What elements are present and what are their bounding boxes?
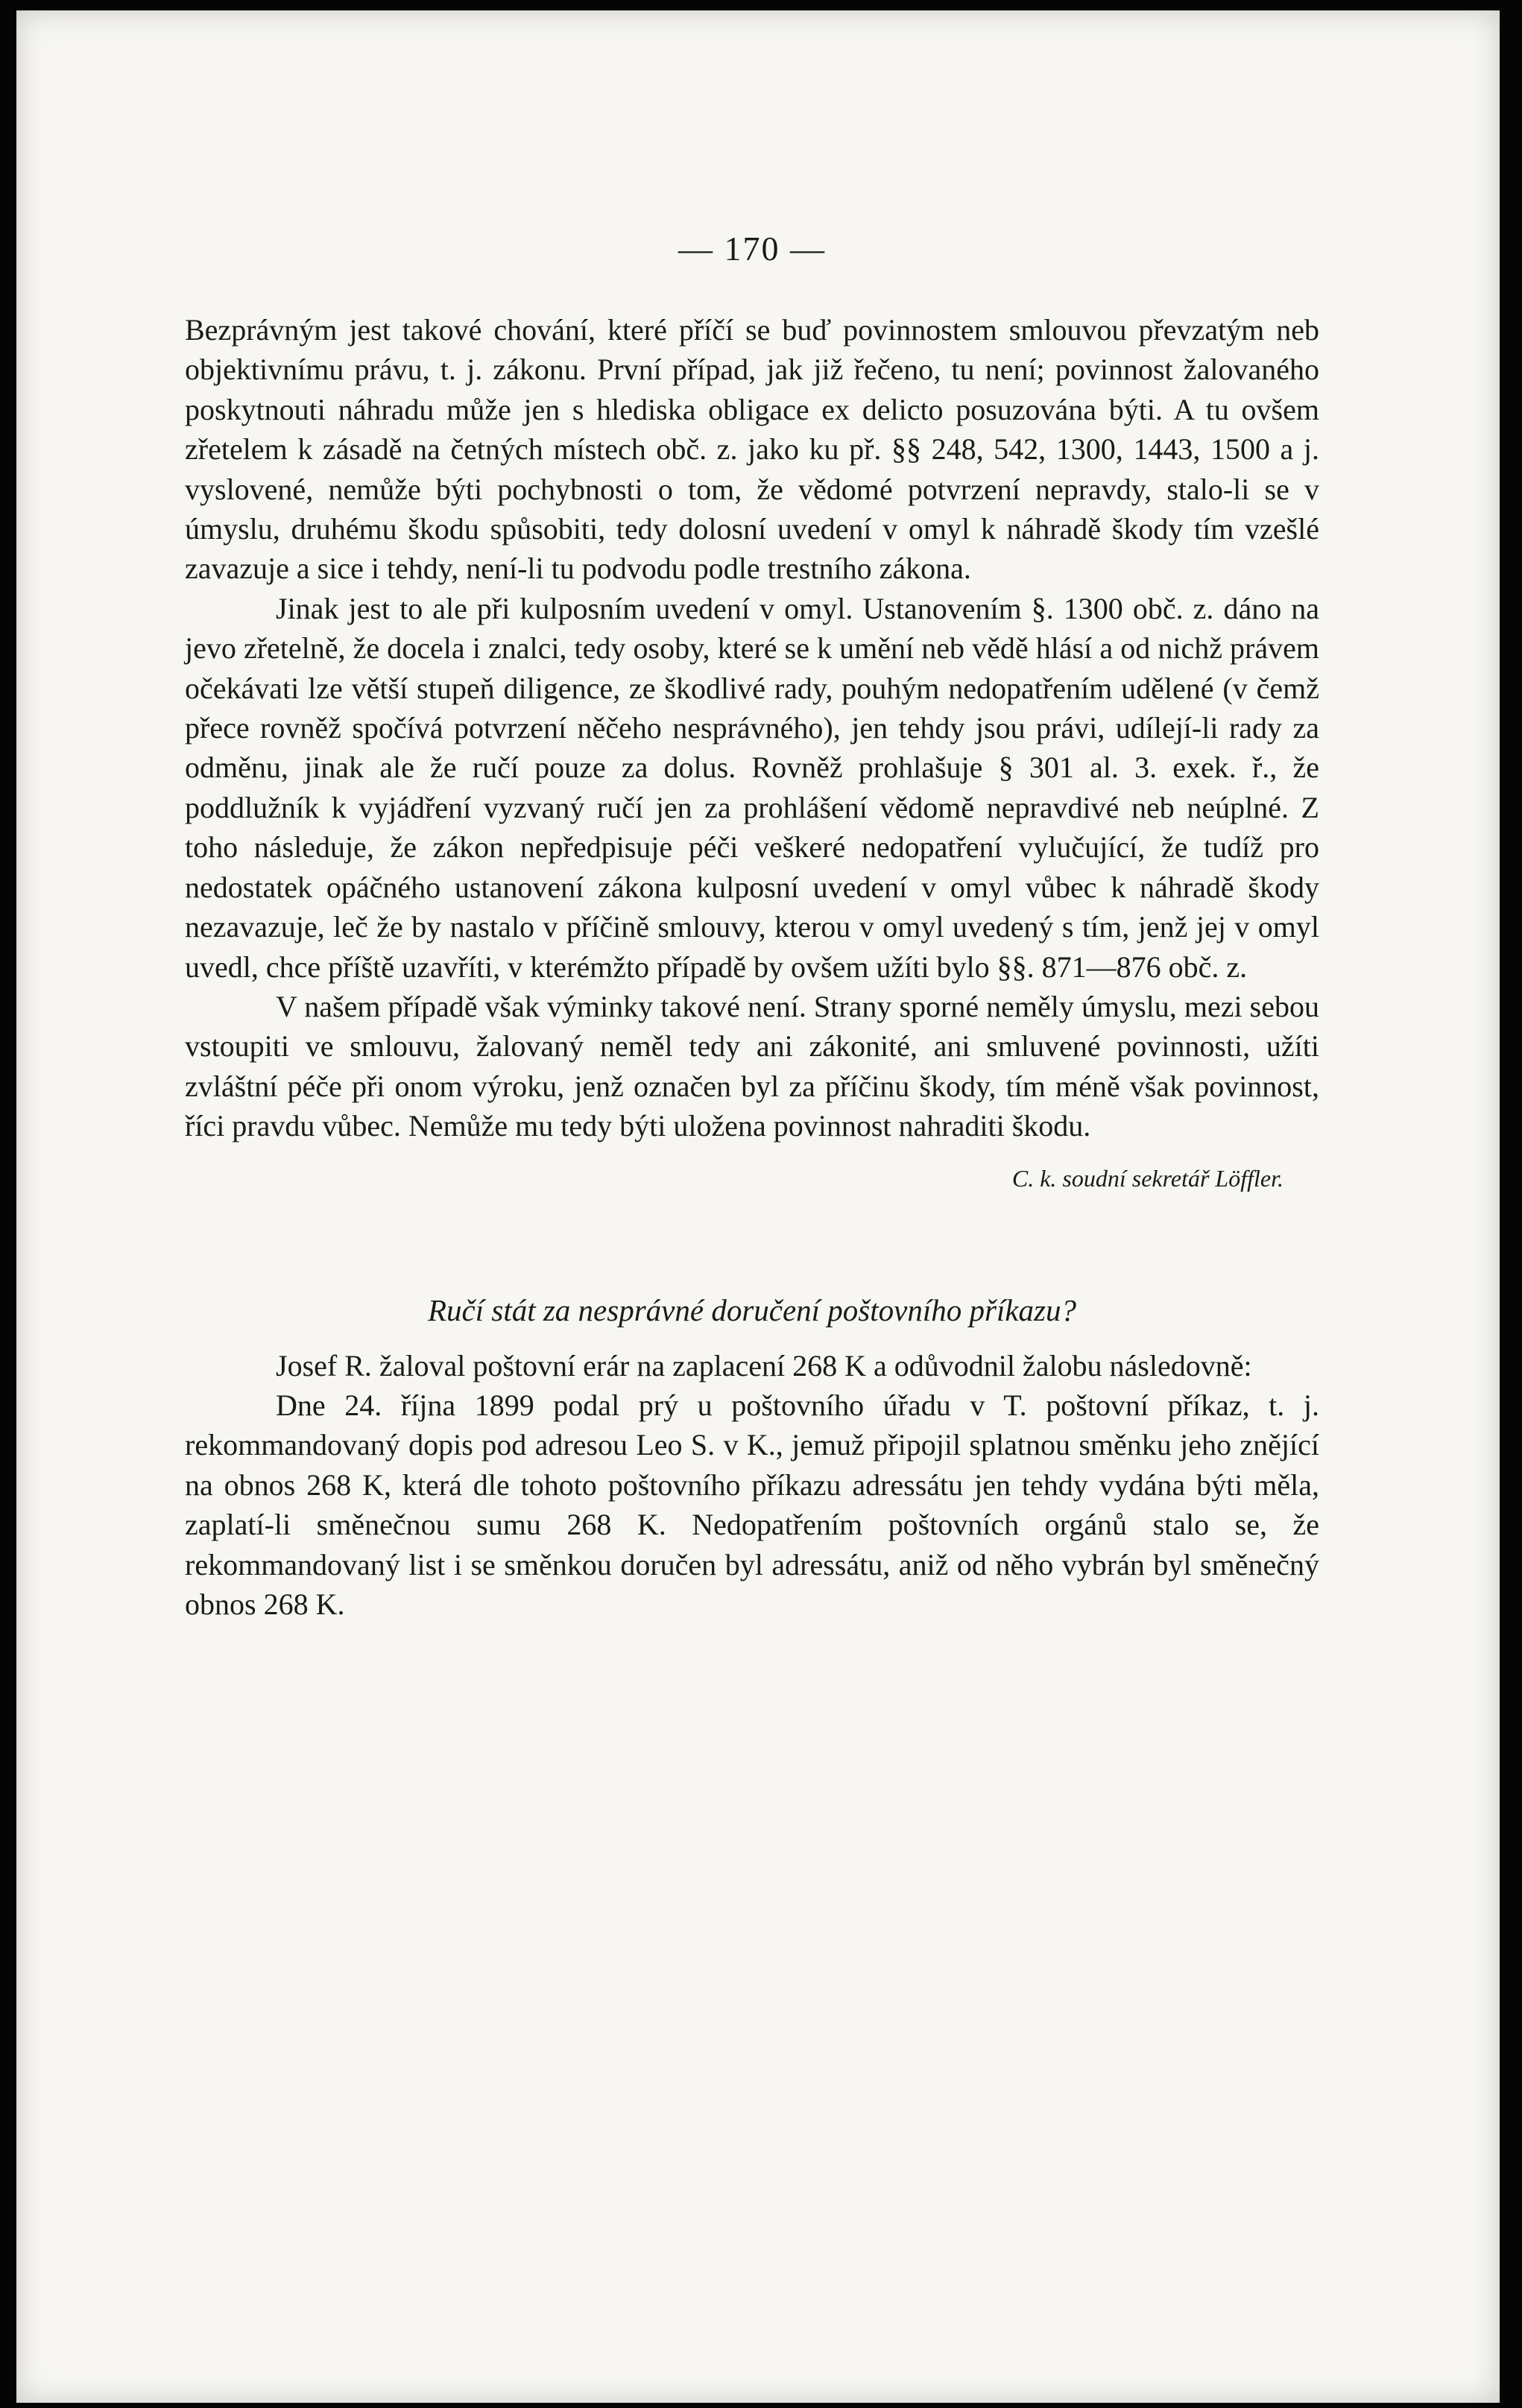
page-content (185, 227, 1319, 1624)
paragraph-4: Josef R. žaloval poštovní erár na zaplacení 268 K a odůvodnil žalobu následovně: (276, 1348, 1252, 1382)
paragraph-3: V našem případě však výminky takové není. Strany sporné neměly úmyslu, mezi sebou vstoupiti ve smlouvu, žalovaný neměl tedy ani zákonité, ani smluvené povinnosti, užíti zvláštní péče při onom výroku, jenž označen byl za příčinu škody, tím méně však povinnost, říci pravdu vůbec. Nemůže mu tedy býti uložena povinnost nahraditi škodu. (185, 989, 1319, 1143)
scanned-page (16, 10, 1500, 2403)
section-heading: Ručí stát za nesprávné doručení poštovního příkazu? (427, 1292, 1076, 1327)
paragraph-1: Bezprávným jest takové chování, které příčí se buď povinnostem smlouvou převzatým neb objektivnímu právu, t. j. zákonu. První případ, jak již řečeno, tu není; povinnost žalovaného poskytnouti náhradu může jen s hlediska obligace ex delicto posuzována býti. A tu ovšem zřetelem k zásadě na četných místech obč. z. jako ku př. §§ 248, 542, 1300, 1443, 1500 a j. vyslovené, nemůže býti pochybnosti o tom, že vědomé potvrzení nepravdy, stalo-li se v úmyslu, druhému škodu spůsobiti, tedy dolosní uvedení v omyl k náhradě škody tím vzešlé zavazuje a sice i tehdy, není-li tu podvodu podle trestního zákona. (185, 313, 1319, 586)
page-number: — 170 — (678, 230, 826, 268)
paragraph-2: Jinak jest to ale při kulposním uvedení v omyl. Ustanovením §. 1300 obč. z. dáno na jevo zřetelně, že docela i znalci, tedy osoby, které se k umění neb vědě hlásí a od nichž právem očekávati lze větší stupeň diligence, ze škodlivé rady, pouhým nedopatřením udělené (v čemž přece rovněž spočívá potvrzení něčeho nesprávného), jen tehdy jsou právi, udílejí-li rady za odměnu, jinak ale že ručí pouze za dolus. Rovněž prohlašuje § 301 al. 3. exek. ř., že poddlužník k vyjádření vyzvaný ručí jen za prohlášení vědomě nepravdivé neb neúplné. Z toho následuje, že zákon nepředpisuje péči veškeré nedopatření vylučující, že tudíž pro nedostatek opáčného ustanovení zákona kulposní uvedení v omyl vůbec k náhradě škody nezavazuje, leč že by nastalo v příčině smlouvy, kterou v omyl uvedený s tím, jenž jej v omyl uvedl, chce příště uzavříti, v kterémžto případě by ovšem užíti bylo §§. 871—876 obč. z. (185, 591, 1319, 984)
paragraph-5: Dne 24. října 1899 podal prý u poštovního úřadu v T. poštovní příkaz, t. j. rekommandovaný dopis pod adresou Leo S. v K., jemuž připojil splatnou směnku jeho znějící na obnos 268 K, která dle tohoto poštovního příkazu adressátu jen tehdy vydána býti měla, zaplatí-li směnečnou sumu 268 K. Nedopatřením poštovních orgánů stalo se, že rekommandovaný list i se směnkou doručen byl adressátu, aniž od něho vybrán byl směnečný obnos 268 K. (185, 1388, 1319, 1621)
signature: C. k. soudní sekretář Löffler. (1011, 1164, 1283, 1192)
